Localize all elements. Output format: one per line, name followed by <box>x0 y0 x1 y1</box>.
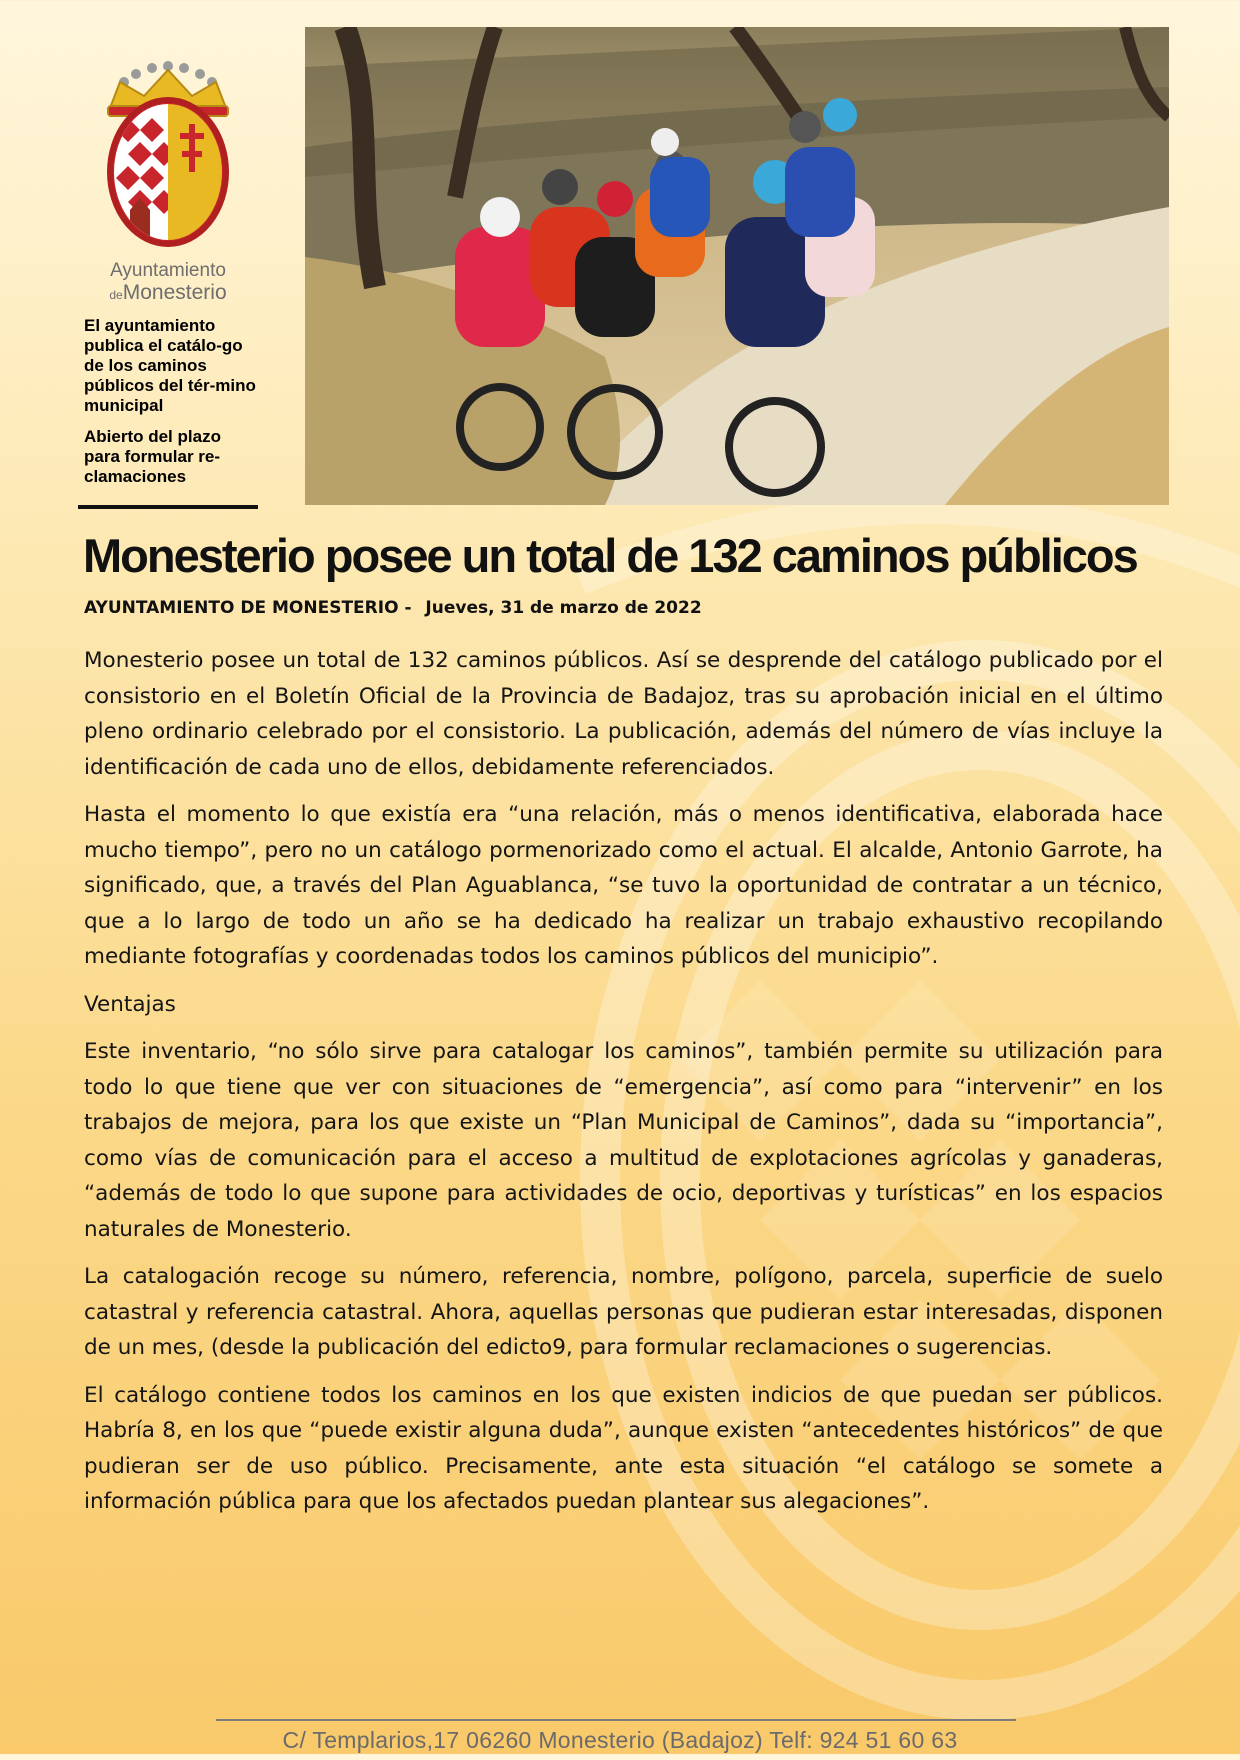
summary-point-2: Abierto del plazo para formular re-clamaciones <box>84 427 221 486</box>
article-paragraph: Hasta el momento lo que existía era “una relación, más o menos identificativa, elaborada hace mucho tiempo”, pero no un catálogo pormenorizado como el actual. El alcalde, Antonio Garrote, ha significado, que, a través del Plan Aguablanca, “se tuvo la oportunidad de contratar a un técnico, que a lo largo de todo un año se ha dedicado ha realizar un trabajo exhaustivo recopilando mediante fotografías y coordenadas todos los caminos públicos del municipio”. <box>84 802 1163 969</box>
footer-address: C/ Templarios,17 06260 Monesterio (Badajoz) Telf: 924 51 60 63 <box>282 1727 958 1753</box>
article-byline <box>84 598 710 618</box>
article-date: Jueves, 31 de marzo de 2022 <box>425 598 702 618</box>
article-headline: Monesterio posee un total de 132 caminos públicos <box>83 529 1137 582</box>
town-crest-icon <box>100 60 236 256</box>
logo-town-name: Monesterio <box>122 281 227 304</box>
logo-prefix: de <box>109 288 123 302</box>
article-body <box>84 643 1163 1532</box>
article-paragraph: La catalogación recoge su número, referencia, nombre, polígono, parcela, superficie de suelo catastral y referencia catastral. Ahora, aquellas personas que pudieran estar interesadas, disponen de un mes, (desde la publicación del edicto9, para formular reclamaciones o sugerencias. <box>84 1264 1163 1360</box>
sidebar-summary <box>84 316 260 498</box>
logo-title: Ayuntamiento <box>110 260 226 281</box>
article-source: AYUNTAMIENTO DE MONESTERIO - <box>84 598 412 618</box>
logo-subtitle <box>78 280 258 308</box>
article-paragraph: Este inventario, “no sólo sirve para catalogar los caminos”, también permite su utilización para todo lo que tiene que ver con situaciones de “emergencia”, así como para “intervenir” en los trabajos de mejora, para los que existe un “Plan Municipal de Caminos”, dada su “importancia”, como vías de comunicación para el acceso a multitud de explotaciones agrícolas y ganaderas, “además de todo lo que supone para actividades de ocio, deportivas y turísticas” en los espacios naturales de Monesterio. <box>84 1039 1163 1242</box>
article-subheading: Ventajas <box>84 991 176 1017</box>
sidebar-divider <box>78 505 258 509</box>
article-paragraph: Monesterio posee un total de 132 caminos públicos. Así se desprende del catálogo publicado por el consistorio en el Boletín Oficial de la Provincia de Badajoz, tras su aprobación inicial en el último pleno ordinario celebrado por el consistorio. La publicación, además del número de vías incluye la identificación de cada uno de ellos, debidamente referenciados. <box>84 648 1163 780</box>
article-paragraph: El catálogo contiene todos los caminos en los que existen indicios de que puedan ser públicos. Habría 8, en los que “puede existir alguna duda”, aunque existen “antecedentes históricos” de que pudieran ser de uso público. Precisamente, ante esta situación “el catálogo se somete a información pública para que los afectados puedan plantear sus alegaciones”. <box>84 1382 1163 1514</box>
summary-point-1: El ayuntamiento publica el catálo-go de los caminos públicos del tér-mino municipal <box>84 316 256 415</box>
cyclists-photo <box>305 27 1169 505</box>
footer-divider <box>216 1719 1016 1721</box>
